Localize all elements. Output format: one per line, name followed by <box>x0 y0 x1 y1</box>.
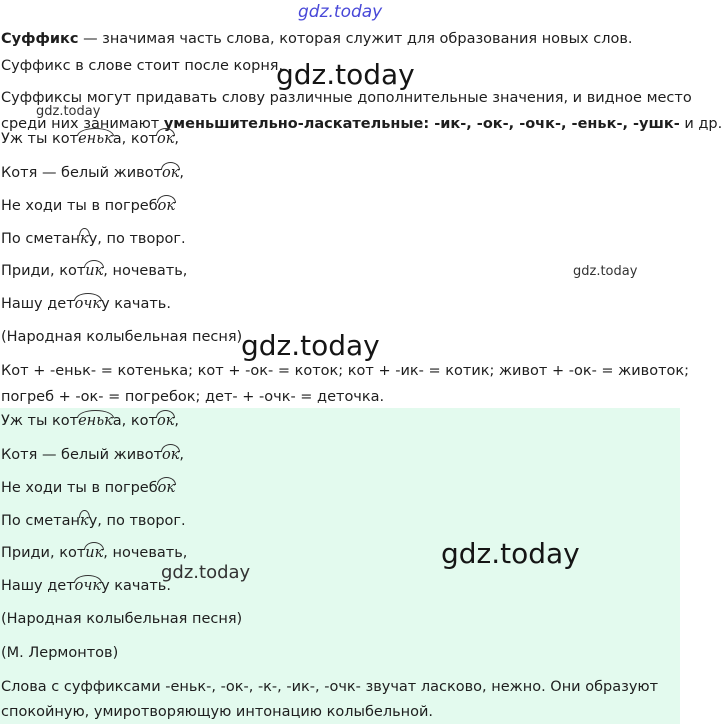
watermark-big: gdz.today <box>441 537 580 570</box>
watermark-small: gdz.today <box>573 264 638 279</box>
suffix-mark: ок <box>156 413 175 429</box>
conclusion-line2: спокойную, умиротворяющую интонацию колыбельной. <box>1 704 434 720</box>
suffix-mark: ок <box>157 198 176 214</box>
suffix-mark: ик <box>85 263 104 279</box>
suffix-mark: ок <box>156 131 175 147</box>
suffix-mark: к <box>80 231 89 247</box>
poem2-source: (Народная колыбельная песня) <box>1 611 243 627</box>
poem1-line3: Не ходи ты в погребок <box>1 198 176 214</box>
watermark-big: gdz.today <box>276 58 415 91</box>
poem1-source: (Народная колыбельная песня) <box>1 329 243 345</box>
suffix-mark: ок <box>157 480 176 496</box>
suffix-mark: еньк <box>78 413 113 429</box>
poem2-author: (М. Лермонтов) <box>1 645 119 661</box>
poem2-line5: Приди, котик, ночевать, <box>1 545 188 561</box>
poem1-line4: По сметанку, по творог. <box>1 231 186 247</box>
poem2-line1: Уж ты котенька, коток, <box>1 413 179 429</box>
poem1-line6: Нашу деточку качать. <box>1 296 171 312</box>
meanings-line: Суффиксы могут придавать слову различные дополнительные значения, и видное место <box>1 90 692 106</box>
watermark-small: gdz.today <box>161 562 251 583</box>
suffix-mark: ик <box>85 545 104 561</box>
suffix-mark: ок <box>162 165 180 181</box>
poem2-line6: Нашу деточку качать. <box>1 578 171 594</box>
poem2-line2: Котя — белый животок, <box>1 447 185 463</box>
watermark-small: gdz.today <box>36 104 101 119</box>
conclusion-line1: Слова с суффиксами -еньк-, -ок-, -к-, -ик-, -очк- звучат ласково, нежно. Они образуют <box>1 679 659 695</box>
suffix-mark: очк <box>74 296 102 312</box>
suffix-mark: очк <box>74 578 102 594</box>
poem2-line3: Не ходи ты в погребок <box>1 480 176 496</box>
poem2-line4: По сметанку, по творог. <box>1 513 186 529</box>
cut-line: среди них занимают уменьшительно-ласкательные: -ик-, -ок-, -очк-, -еньк-, -ушк- и др. <box>1 116 722 132</box>
position-line: Суффикс в слове стоит после корня. <box>1 58 284 74</box>
watermark-top: gdz.today <box>298 2 383 22</box>
analysis-line2: погреб + -ок- = погребок; дет- + -очк- = деточка. <box>1 389 385 405</box>
poem1-line5: Приди, котик, ночевать, <box>1 263 188 279</box>
suffix-mark: к <box>80 513 89 529</box>
poem1-line1: Уж ты котенька, коток, <box>1 131 179 147</box>
definition-line: Суффикс — значимая часть слова, которая служит для образования новых слов. <box>1 31 633 47</box>
watermark-big: gdz.today <box>241 329 380 362</box>
suffix-mark: еньк <box>78 131 113 147</box>
suffix-mark: ок <box>162 447 180 463</box>
poem1-line2: Котя — белый животок, <box>1 165 185 181</box>
analysis-line1: Кот + -еньк- = котенька; кот + -ок- = коток; кот + -ик- = котик; живот + -ок- = животок; <box>1 363 690 379</box>
